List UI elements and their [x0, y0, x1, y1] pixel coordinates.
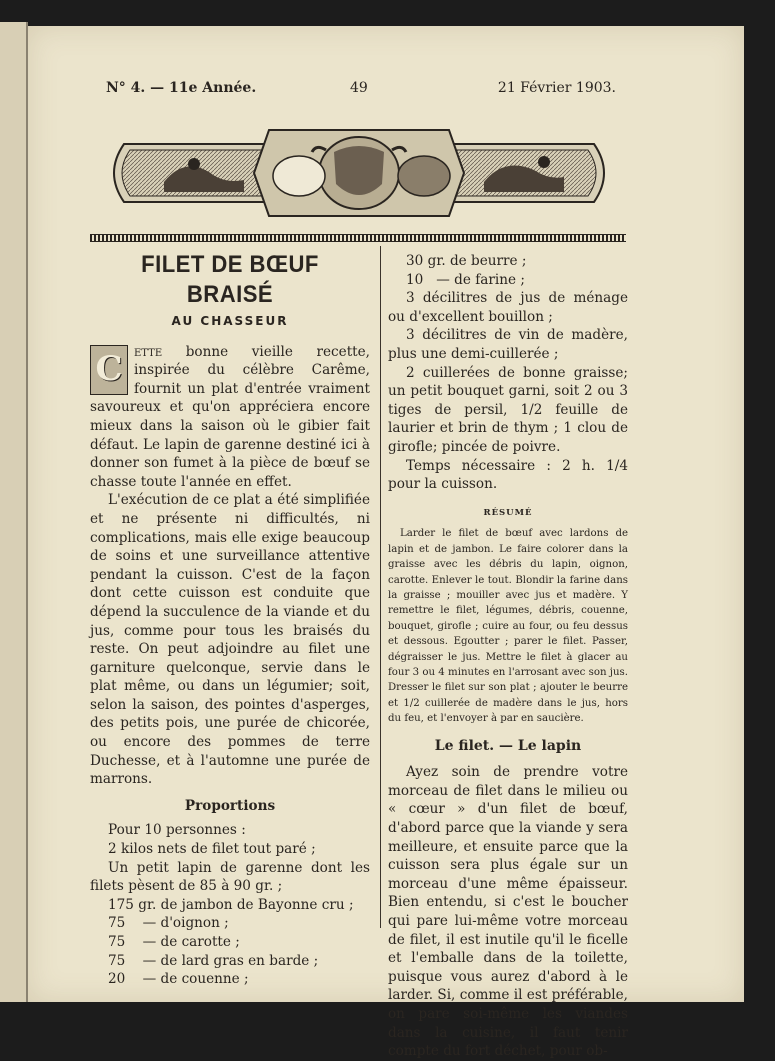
proportion-item: Un petit lapin de garenne dont les filets pèsent de 85 à 90 gr. ;: [90, 859, 370, 895]
proportion-item: 75 — de carotte ;: [108, 934, 240, 950]
farm-animals-banner-icon: [94, 122, 624, 224]
proportion-item: 10 — de farine ;: [406, 271, 525, 288]
section-heading-filet: Le filet. — Le lapin: [434, 737, 582, 754]
intro-smallcaps: ette: [134, 343, 163, 360]
header-rule: [90, 234, 626, 242]
article-title: FILET DE BŒUF BRAISÉ: [141, 251, 319, 308]
section-paragraph-filet: Ayez soin de prendre votre morceau de filet dans le milieu ou « cœur » d'un filet de bœuf, d'abord parce que la viande y sera meilleure, et ensuite parce que la cuisson sera plus égale sur un morceau d'une même épaisseur. Bien entendu, si c'est le boucher qui pare lui-même votre morceau de filet, il est inutile qu'il le ficelle et l'emballe dans de la toilette, puisque vous aurez d'abord à le larder. Si, comme il est préférable, on pare soi-même les viandes dans la cuisine, il faut tenir compte du fort déchet, pour ob-: [388, 764, 628, 1060]
proportion-item: 2 kilos nets de filet tout paré ;: [108, 841, 316, 858]
resume-text: Larder le filet de bœuf avec lardons de lapin et de jambon. Le faire colorer dans la graisse avec les débris du lapin, oignon, carotte. Enlever le tout. Blondir la farine dans la graisse ; mouiller avec jus et madère. Y remettre le filet, légumes, débris, couenne, bouquet, girofle ; cuire au four, ou feu dessus et dessous. Egoutter ; parer le filet. Passer, dégraisser le jus. Mettre le filet à glacer au four 3 ou 4 minutes en l'arrosant avec son jus. Dresser le filet sur son plat ; ajouter le beurre et 1/2 cuillerée de madère dans le jus, hors du feu, et l'envoyer à par en saucière.: [388, 528, 628, 725]
page-header: [28, 80, 744, 104]
dropcap: C: [90, 345, 128, 395]
cooking-time: Temps nécessaire : 2 h. 1/4 pour la cuisson.: [388, 457, 628, 493]
paragraph-execution: L'exécution de ce plat a été simplifiée et ne présente ni difficultés, ni complications, mais elle exige beaucoup de soins et une surveillance attentive pendant la cuisson. C'est de la façon dont cette cuisson est conduite que dépend la succulence de la viande et du jus, comme pour tous les braisés du reste. On peut adjoindre au filet une garniture quelconque, servie dans le plat même, ou dans un légumier; soit, selon la saison, des pointes d'asperges, des petits pois, une purée de chicorée, ou encore des pommes de terre Duchesse, et à l'automne une purée de marrons.: [90, 492, 370, 788]
article-subtitle: AU CHASSEUR: [171, 314, 289, 328]
proportion-item: 3 décilitres de jus de ménage ou d'excellent bouillon ;: [388, 290, 628, 325]
resume-heading: RÉSUMÉ: [483, 507, 533, 518]
column-divider: [380, 246, 381, 928]
proportion-item: Pour 10 personnes :: [108, 822, 246, 839]
proportion-item: 75 — d'oignon ;: [108, 915, 229, 932]
proportion-item: 175 gr. de jambon de Bayonne cru ;: [108, 896, 354, 913]
page-number: 49: [350, 80, 368, 96]
proportions-heading: Proportions: [184, 797, 276, 814]
intro-text: bonne vieille recette, inspirée du célèbre Carême, fournit un plat d'entrée vraiment savoureux et qu'on appréciera encore mieux dans la saison où le gibier fait défaut. Le lapin de garenne destiné ici à donner son fumet à la pièce de bœuf se chasse toute l'année en effet.: [90, 343, 370, 490]
adjacent-page-edge: [0, 22, 28, 1002]
proportion-item: 2 cuillerées de bonne graisse; un petit bouquet garni, soit 2 ou 3 tiges de persil, 1/2 feuille de laurier et brin de thym ; 1 clou de girofle; pincée de poivre.: [388, 364, 628, 455]
left-column: [90, 250, 370, 989]
proportion-item: 20 — de couenne ;: [108, 971, 249, 988]
issue-number: N° 4. — 11e Année.: [106, 80, 257, 96]
proportion-item: 30 gr. de beurre ;: [406, 253, 527, 269]
issue-date: 21 Février 1903.: [497, 80, 616, 96]
proportion-item: 75 — de lard gras en barde ;: [108, 952, 319, 969]
proportion-item: 3 décilitres de vin de madère, plus une demi-cuillerée ;: [388, 327, 628, 362]
intro-paragraph: [90, 343, 370, 492]
magazine-page: [28, 26, 744, 1060]
proportions-list: [90, 821, 370, 988]
right-column: [388, 252, 628, 1061]
